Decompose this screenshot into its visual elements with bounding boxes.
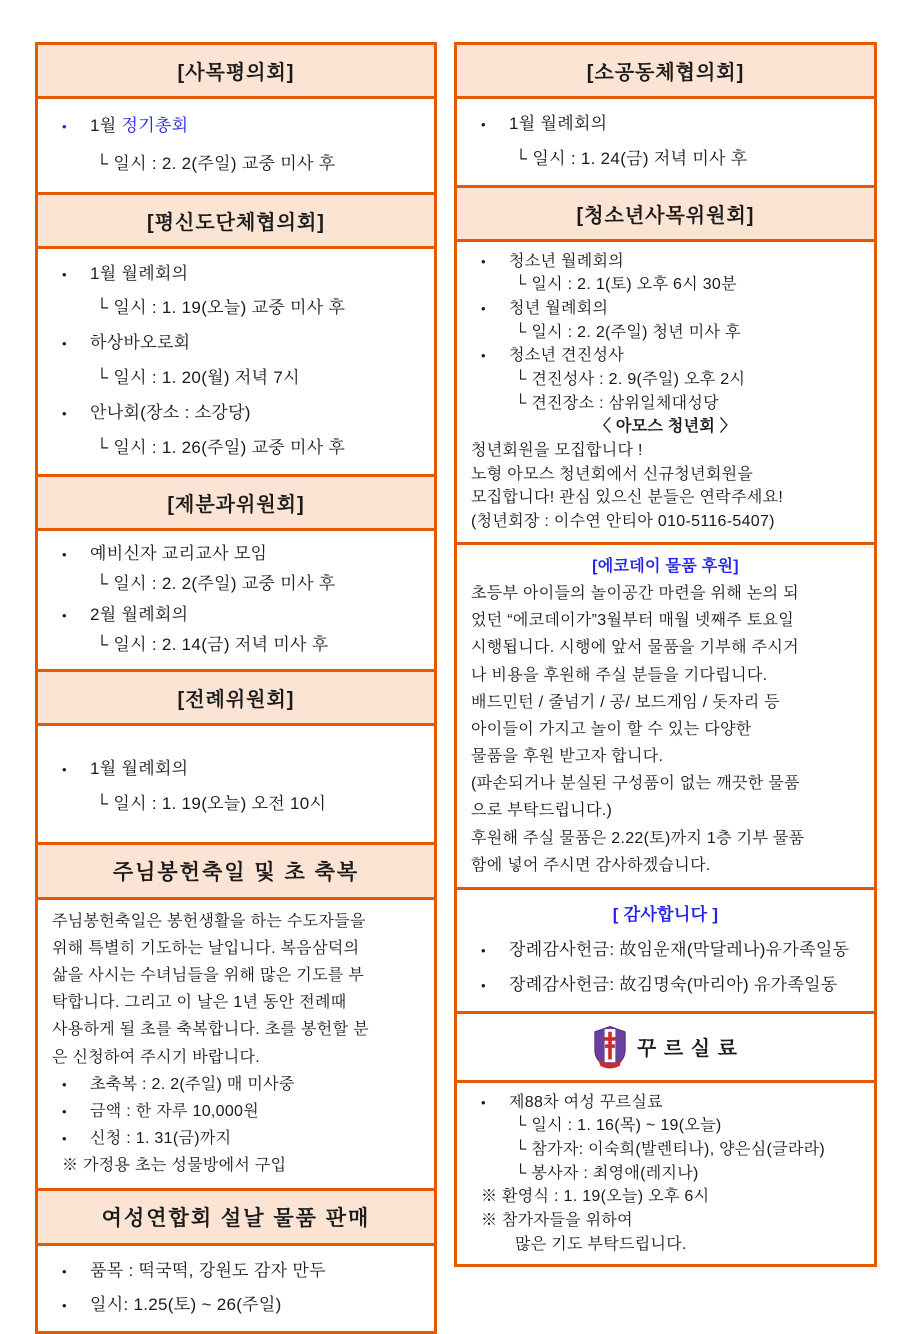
bullet-item	[50, 1098, 422, 1125]
text-span: 장례감사헌금: 故임운재(막달레나)유가족일동	[509, 940, 849, 959]
text-line	[469, 273, 862, 297]
bullet-item	[50, 1071, 422, 1098]
bullet-item	[50, 752, 422, 787]
text-span: ※ 참가자들을 위하여	[481, 1212, 633, 1229]
cursillo-crest-icon	[593, 1025, 627, 1069]
text-span: └ 참가자: 이숙희(발렌티나), 양은심(글라라)	[515, 1141, 825, 1158]
text-line	[469, 321, 862, 345]
text-span: 초등부 아이들의 놀이공간 마련을 위해 논의 되	[471, 585, 799, 602]
text-span: 탁합니다. 그리고 이 날은 1년 동안 전례때	[52, 994, 347, 1011]
bullet-item	[469, 933, 862, 968]
text-span: 청소년 월례회의	[509, 253, 624, 270]
text-span: └ 일시 : 1. 19(오늘) 교중 미사 후	[96, 298, 345, 317]
text-line	[469, 1209, 862, 1233]
text-line	[469, 368, 862, 392]
bullet-icon: •	[481, 973, 509, 1000]
text-span: 품목 : 떡국떡, 강원도 감자 만두	[90, 1261, 326, 1280]
text-line	[50, 569, 422, 600]
text-span: 금액 : 한 자루 10,000원	[90, 1103, 259, 1120]
bullet-icon: •	[62, 331, 90, 358]
text-line	[469, 1162, 862, 1186]
text-span: 신청 : 1. 31(금)까지	[90, 1130, 231, 1147]
text-span: 청년 월례회의	[509, 300, 608, 317]
section-header	[35, 42, 437, 99]
text-line	[469, 743, 862, 770]
text-span: 2월 월례회의	[90, 605, 188, 624]
bullet-icon: •	[62, 1128, 90, 1150]
section-header-label: [전례위원회]	[178, 683, 295, 712]
bullet-icon: •	[62, 757, 90, 784]
section-title-line	[469, 415, 862, 439]
text-line	[469, 1138, 862, 1162]
bullet-icon: •	[481, 112, 509, 139]
bullet-item	[50, 396, 422, 431]
bullet-item	[50, 1254, 422, 1289]
text-span: └ 봉사자 : 최영애(레지나)	[515, 1165, 699, 1182]
text-span: 후원해 주실 물품은 2.22(토)까지 1층 기부 물품	[471, 830, 804, 847]
text-span: └ 일시 : 1. 20(월) 저녁 7시	[96, 368, 300, 387]
section-header-label: [소공동체협의회]	[587, 56, 745, 85]
text-span: 예비신자 교리교사 모임	[90, 544, 267, 563]
section-content	[454, 542, 877, 890]
bullet-icon: •	[62, 1074, 90, 1096]
left-column	[35, 42, 437, 1334]
section-header-label: 여성연합회 설날 물품 판매	[102, 1202, 371, 1232]
bullet-icon: •	[481, 938, 509, 965]
text-span: 었던 “에코데이가”3월부터 매월 넷째주 토요일	[471, 612, 794, 629]
bullet-icon: •	[62, 1293, 90, 1320]
text-span: 아이들이 가지고 놀이 할 수 있는 다양한	[471, 721, 752, 738]
text-line	[50, 145, 422, 183]
section-header	[454, 1011, 877, 1083]
text-line	[50, 1016, 422, 1043]
bullet-item	[50, 1288, 422, 1323]
text-line	[50, 1044, 422, 1071]
section-header	[35, 192, 437, 249]
text-line	[50, 291, 422, 326]
text-line	[469, 607, 862, 634]
bullet-icon: •	[62, 543, 90, 566]
section-content	[35, 1243, 437, 1334]
text-line	[469, 770, 862, 797]
text-span: └ 일시 : 2. 2(주일) 청년 미사 후	[515, 324, 741, 341]
text-span: 은 신청하여 주시기 바랍니다.	[52, 1049, 260, 1066]
section-header	[35, 842, 437, 900]
text-span: 나 비용을 후원해 주실 분들을 기다립니다.	[471, 667, 767, 684]
section-content	[35, 723, 437, 845]
bullet-icon: •	[481, 252, 509, 271]
section-header-label: [평신도단체협의회]	[147, 206, 325, 235]
text-span: 1월 월례회의	[90, 264, 188, 283]
text-line	[469, 689, 862, 716]
section-content	[35, 96, 437, 195]
text-line	[50, 989, 422, 1016]
text-line	[469, 392, 862, 416]
text-line	[469, 463, 862, 487]
text-line	[50, 935, 422, 962]
text-line	[50, 908, 422, 935]
section-header	[35, 669, 437, 726]
bullet-item	[50, 326, 422, 361]
section-header	[454, 185, 877, 242]
section-content	[35, 246, 437, 477]
section-header	[35, 1188, 437, 1246]
text-line	[50, 630, 422, 661]
bullet-icon: •	[62, 401, 90, 428]
text-span: 시행됩니다. 시행에 앞서 물품을 기부해 주시거	[471, 639, 799, 656]
bullet-item	[469, 250, 862, 274]
text-line	[469, 825, 862, 852]
text-span: └ 일시 : 2. 1(토) 오후 6시 30분	[515, 276, 737, 293]
text-span: 사용하게 될 초를 축복합니다. 초를 봉헌할 분	[52, 1021, 369, 1038]
section-title-line	[469, 553, 862, 580]
text-line	[50, 361, 422, 396]
text-span: 장례감사헌금: 故김명숙(마리아) 유가족일동	[509, 975, 838, 994]
text-span: 하상바오로회	[90, 333, 190, 352]
text-span: ※ 가정용 초는 성물방에서 구입	[62, 1157, 286, 1174]
text-span: 청년회원을 모집합니다 !	[471, 442, 643, 459]
bullet-item	[50, 600, 422, 631]
section-content	[454, 887, 877, 1014]
section-header-label: [제분과위원회]	[167, 488, 304, 517]
text-line	[50, 787, 422, 822]
bullet-icon: •	[62, 1259, 90, 1286]
bullet-item	[469, 344, 862, 368]
section-header-label: 주님봉헌축일 및 초 축복	[113, 856, 359, 886]
text-line	[469, 142, 862, 177]
bullet-icon: •	[62, 604, 90, 627]
section-content	[35, 897, 437, 1191]
text-span: (청년회장 : 이수연 안티아 010-5116-5407)	[471, 513, 775, 530]
text-span: 안나회(장소 : 소강당)	[90, 403, 251, 422]
right-column	[454, 42, 877, 1267]
text-span: 1월	[90, 116, 122, 135]
text-line	[469, 852, 862, 879]
text-span: 〈 아모스 청년회 〉	[595, 418, 736, 435]
bullet-item	[469, 1091, 862, 1115]
text-span: └ 일시 : 1. 24(금) 저녁 미사 후	[515, 149, 748, 168]
section-header-label: [청소년사목위원회]	[577, 199, 755, 228]
text-span: └ 일시 : 2. 2(주일) 교중 미사 후	[96, 154, 335, 173]
text-line	[469, 634, 862, 661]
section-title-line	[469, 898, 862, 933]
text-span: 삶을 사시는 수녀님들을 위해 많은 기도를 부	[52, 967, 364, 984]
text-span: └ 일시 : 1. 16(목) ~ 19(오늘)	[515, 1117, 722, 1134]
bullet-item	[469, 297, 862, 321]
bullet-icon: •	[481, 1093, 509, 1112]
text-span: └ 견진장소 : 삼위일체대성당	[515, 395, 719, 412]
text-span: └ 일시 : 1. 19(오늘) 오전 10시	[96, 794, 326, 813]
section-header	[35, 474, 437, 531]
text-span: 노형 아모스 청년회에서 신규청년회원을	[471, 466, 753, 483]
text-line	[469, 716, 862, 743]
text-line	[469, 439, 862, 463]
text-span: (파손되거나 분실된 구성품이 없는 깨끗한 물품	[471, 775, 800, 792]
text-span: └ 일시 : 2. 14(금) 저녁 미사 후	[96, 635, 329, 654]
text-line	[469, 580, 862, 607]
section-content	[454, 96, 877, 188]
text-span: 모집합니다! 관심 있으신 분들은 연락주세요!	[471, 489, 783, 506]
bullet-icon: •	[62, 1101, 90, 1123]
text-span: 청소년 견진성사	[509, 347, 624, 364]
text-span: [에코데이 물품 후원]	[592, 558, 739, 575]
bullet-icon: •	[481, 299, 509, 318]
text-span: 1월 월례회의	[509, 114, 607, 133]
text-span: 으로 부탁드립니다.)	[471, 802, 612, 819]
section-header	[454, 42, 877, 99]
text-span: └ 일시 : 2. 2(주일) 교중 미사 후	[96, 574, 335, 593]
section-content	[454, 1080, 877, 1268]
bullet-item	[50, 257, 422, 292]
text-span: 주님봉헌축일은 봉헌생활을 하는 수도자들을	[52, 913, 366, 930]
text-span: └ 견진성사 : 2. 9(주일) 오후 2시	[515, 371, 745, 388]
text-line	[469, 486, 862, 510]
text-line	[50, 962, 422, 989]
text-line	[469, 662, 862, 689]
section-header-label: [사목평의회]	[178, 56, 295, 85]
text-span: 물품을 후원 받고자 합니다.	[471, 748, 663, 765]
text-line	[50, 1152, 422, 1179]
text-line	[469, 510, 862, 534]
bullet-item	[469, 968, 862, 1003]
text-span: 정기총회	[122, 116, 189, 135]
bullet-item	[469, 107, 862, 142]
section-content	[35, 528, 437, 672]
text-line	[469, 797, 862, 824]
bullet-icon: •	[481, 346, 509, 365]
section-header-label: 꾸 르 실 료	[637, 1032, 738, 1061]
text-span: [ 감사합니다 ]	[613, 905, 719, 924]
bullet-icon: •	[62, 262, 90, 289]
text-span: 1월 월례회의	[90, 759, 188, 778]
text-line	[469, 1185, 862, 1209]
text-span: └ 일시 : 1. 26(주일) 교중 미사 후	[96, 438, 345, 457]
text-span: 위해 특별히 기도하는 날입니다. 복음삼덕의	[52, 940, 359, 957]
bullet-icon: •	[62, 112, 90, 141]
section-content	[454, 239, 877, 545]
text-span: 일시: 1.25(토) ~ 26(주일)	[90, 1295, 282, 1314]
text-span: 제88차 여성 꾸르실료	[509, 1094, 663, 1111]
text-line	[469, 1233, 862, 1257]
text-span: 많은 기도 부탁드립니다.	[515, 1236, 687, 1253]
text-span: ※ 환영식 : 1. 19(오늘) 오후 6시	[481, 1188, 709, 1205]
bullet-item	[50, 1125, 422, 1152]
text-span: 배드민턴 / 줄넘기 / 공/ 보드게임 / 돗자리 등	[471, 694, 780, 711]
text-line	[50, 431, 422, 466]
text-span: 함에 넣어 주시면 감사하겠습니다.	[471, 857, 711, 874]
text-line	[469, 1114, 862, 1138]
bullet-item	[50, 539, 422, 570]
text-span: 초축복 : 2. 2(주일) 매 미사중	[90, 1076, 295, 1093]
bullet-item	[50, 107, 422, 145]
